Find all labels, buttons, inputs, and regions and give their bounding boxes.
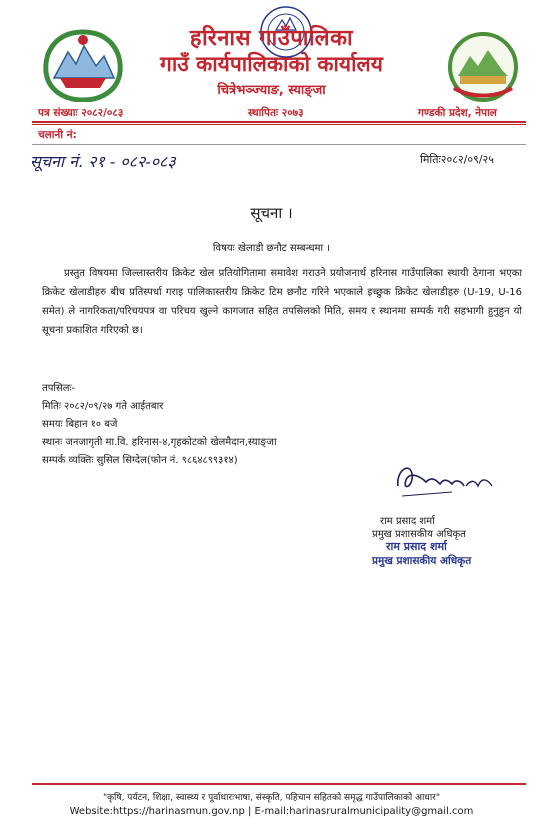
dispatch-number: चलानी नं: [38, 129, 77, 141]
handwritten-notice-number: सूचना नं. २१ - ०८२-०८३ [30, 152, 176, 171]
details-heading: तपसिलः- [42, 383, 76, 394]
signatory-name: राम प्रसाद शर्मा [380, 516, 435, 527]
stamp-post: प्रमुख प्रशासकीय अधिकृत [372, 555, 472, 567]
details-venue: स्थानः जनजागृती मा.वि. हरिनास-४,गृहकोटको खेलमैदान,स्याङ्जा [42, 437, 277, 448]
details-date: मितिः २०८२/०९/२७ गते आईतबार [42, 401, 164, 412]
office-name: गाउँ कार्यपालिकाको कार्यालय [160, 52, 383, 76]
notice-subject: विषयः खेलाडी छनौट सम्बन्धमा । [212, 243, 331, 254]
header-divider [32, 121, 526, 123]
notice-date: मितिः२०८२/०९/२५ [420, 153, 494, 166]
established-year: स्थापितः २०७३ [248, 107, 304, 119]
notice-title: सूचना । [250, 204, 293, 222]
letter-number: पत्र संख्याः २०८२/०८३ [38, 107, 124, 119]
notice-body: प्रस्तुत विषयमा जिल्लास्तरीय क्रिकेट खेल प्रतियोगितामा समावेश गराउने प्रयोजनार्थ हरिनास गाउँपालिका स्थायी ठेगाना भएका क्रिकेट खेलाडीहरु बीच प्रतिस्पर्धा गराइ पालिकास्तरीय क्रिकेट टिम छनौट गरिने भएकाले इच्छुक क्रिकेट खेलाडीहरु (U-19, U-16 समेत) ले नागरिकता/परिचयपत्र वा परिचय खुल्ने कागजात सहित तपसिलको मिति, समय र स्थानमा सम्पर्क गरी सहभागी हुनुहुन यो सूचना प्रकाशित गरिएको छ। [42, 268, 522, 336]
signature-icon [392, 456, 502, 504]
reference-divider [32, 144, 526, 145]
footer-slogan: "कृषि, पर्यटन, शिक्षा, स्वास्थ्य र पूर्वाधारःभाषा, संस्कृति, पहिचान सहितको समृद्ध गाउँपालिकाको आधार" [102, 793, 440, 803]
municipality-name: हरिनास गाउँपालिका [189, 26, 354, 51]
signatory-post: प्रमुख प्रशासकीय अधिकृत [372, 529, 466, 540]
stamp-name: राम प्रसाद शर्मा [386, 540, 447, 553]
office-address: चित्रेभञ्ज्याङ, स्याङ्जा [217, 83, 326, 98]
details-contact: सम्पर्क व्यक्तिः सुसिल सिग्देल(फोन नं. ९८६४८९९३१४) [42, 455, 238, 466]
province: गण्डकी प्रदेश, नेपाल [418, 107, 497, 119]
footer-contact: Website:https://harinasmun.gov.np | E-mail:harinasruralmunicipality@gmail.com [69, 806, 474, 817]
footer-divider [32, 783, 526, 785]
details-time: समयः बिहान १० बजे [42, 419, 118, 430]
header-divider-thin [32, 124, 526, 125]
